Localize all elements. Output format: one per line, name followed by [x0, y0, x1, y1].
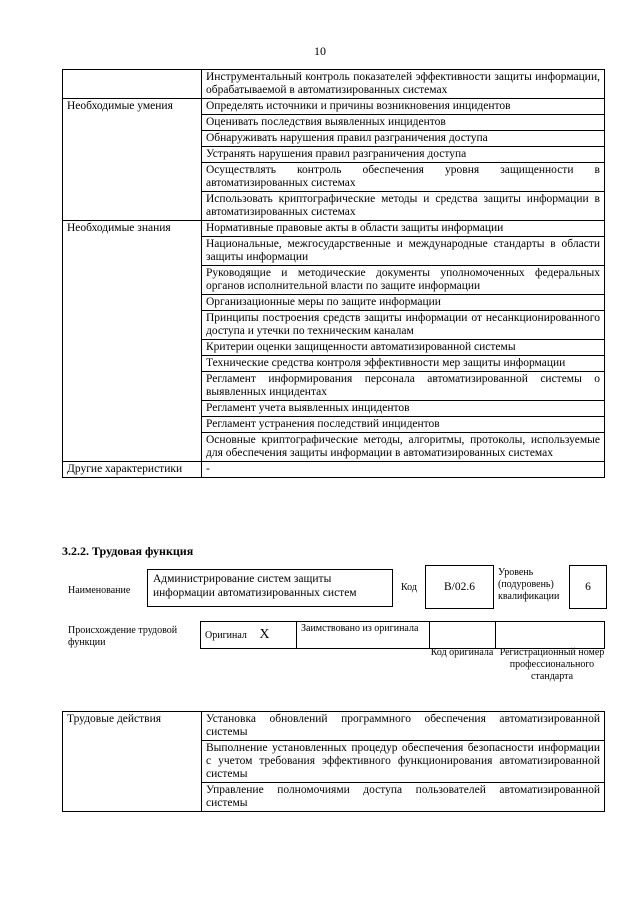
- level-value: 6: [585, 581, 591, 593]
- requirement-item-cell: Регламент информирования персонала автоматизированной системы о выявленных инцидентах: [202, 372, 605, 401]
- original-mark: X: [259, 627, 270, 642]
- original-label: Оригинал: [205, 630, 247, 641]
- code-label: Код: [401, 582, 417, 593]
- requirement-item-cell: Нормативные правовые акты в области защиты информации: [202, 221, 605, 237]
- requirement-item-cell: Инструментальный контроль показателей эффективности защиты информации, обрабатываемой в автоматизированных системах: [202, 70, 605, 99]
- requirement-row: [63, 462, 605, 478]
- requirement-item-cell: Основные криптографические методы, алгоритмы, протоколы, используемые для обеспечения защиты информации в автоматизированных системах: [202, 433, 605, 462]
- original-code-cell: [430, 622, 496, 649]
- requirement-item-cell: Принципы построения средств защиты информации от несанкционированного доступа и утечки по техническим каналам: [202, 311, 605, 340]
- requirement-item-cell: Организационные меры по защите информации: [202, 295, 605, 311]
- code-value: B/02.6: [444, 581, 475, 593]
- labor-action-row: [63, 712, 605, 741]
- requirement-item-cell: Устранять нарушения правил разграничения доступа: [202, 147, 605, 163]
- requirement-label-cell: Другие характеристики: [63, 462, 202, 478]
- requirement-label-cell: Необходимые умения: [63, 99, 202, 221]
- requirement-item-cell: Регламент устранения последствий инцидентов: [202, 417, 605, 433]
- section-title: 3.2.2. Трудовая функция: [62, 544, 194, 558]
- requirement-item-cell: Технические средства контроля эффективности мер защиты информации: [202, 356, 605, 372]
- level-box: [569, 565, 607, 609]
- requirement-row: [63, 70, 605, 99]
- original-code-label: Код оригинала: [430, 647, 494, 658]
- requirement-item-cell: Определять источники и причины возникновения инцидентов: [202, 99, 605, 115]
- name-label: Наименование: [68, 585, 131, 596]
- labor-action-label-cell: Трудовые действия: [63, 712, 202, 812]
- requirement-item-cell: Использовать криптографические методы и средства защиты информации в автоматизированных системах: [202, 192, 605, 221]
- borrowed-cell: [297, 622, 430, 649]
- requirement-row: [63, 221, 605, 237]
- requirement-item-cell: -: [202, 462, 605, 478]
- function-name: Администрирование систем защиты информации автоматизированных систем: [153, 573, 357, 599]
- labor-actions-table: [62, 711, 605, 812]
- requirement-item-cell: Критерии оценки защищенности автоматизированной системы: [202, 340, 605, 356]
- registration-number-label: Регистрационный номер профессионального стандарта: [499, 647, 605, 682]
- requirement-item-cell: Обнаруживать нарушения правил разграничения доступа: [202, 131, 605, 147]
- requirement-item-cell: Регламент учета выявленных инцидентов: [202, 401, 605, 417]
- origin-table: [200, 621, 605, 649]
- registration-number-cell: [496, 622, 605, 649]
- code-box: [425, 565, 494, 609]
- requirement-item-cell: Оценивать последствия выявленных инцидентов: [202, 115, 605, 131]
- requirements-table: [62, 69, 605, 478]
- requirement-item-cell: Осуществлять контроль обеспечения уровня защищенности в автоматизированных системах: [202, 163, 605, 192]
- labor-action-item-cell: Управление полномочиями доступа пользователей автоматизированной системы: [202, 783, 605, 812]
- borrowed-label: Заимствовано из оригинала: [301, 623, 419, 634]
- labor-action-item-cell: Установка обновлений программного обеспечения автоматизированной системы: [202, 712, 605, 741]
- requirement-label-cell: Необходимые знания: [63, 221, 202, 462]
- level-label: Уровень (подуровень) квалификации: [498, 567, 560, 602]
- requirement-label-cell: [63, 70, 202, 99]
- requirement-row: [63, 99, 605, 115]
- original-cell: [201, 622, 297, 649]
- origin-label: Происхождение трудовой функции: [68, 625, 178, 648]
- requirement-item-cell: Руководящие и методические документы уполномоченных федеральных органов исполнительной власти по защите информации: [202, 266, 605, 295]
- labor-action-item-cell: Выполнение установленных процедур обеспечения безопасности информации с учетом требования эффективного функционирования автоматизированной системы: [202, 741, 605, 783]
- requirement-item-cell: Национальные, межгосударственные и международные стандарты в области защиты информации: [202, 237, 605, 266]
- function-name-box: [147, 569, 393, 607]
- page-number: 10: [314, 44, 326, 58]
